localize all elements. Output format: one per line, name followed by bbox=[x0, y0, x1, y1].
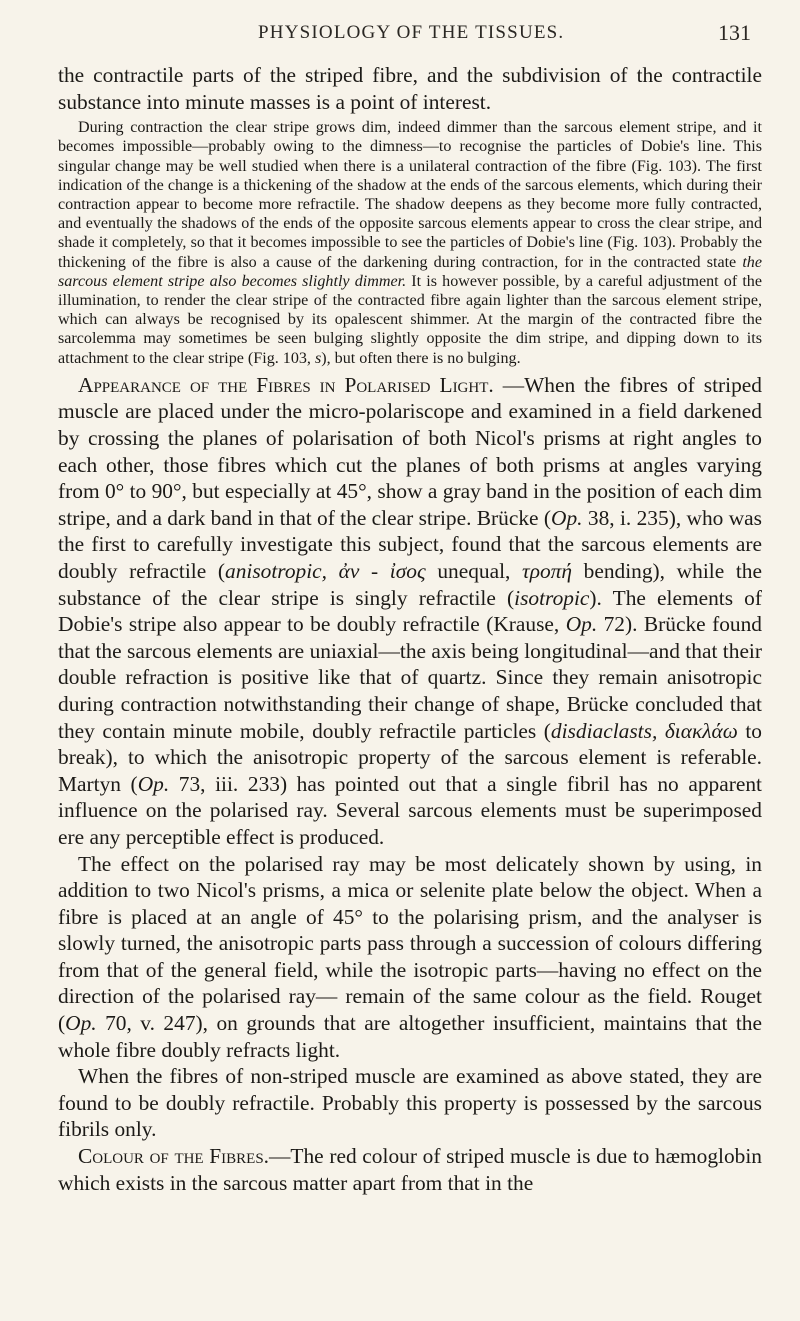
paragraph-contraction: During contraction the clear stripe grows dim, indeed dimmer than the sarcous element stripe, and it becomes impossible—probably owing to the dimness—to recognise the particles of Dobie's line. This singular change may be well studied when there is a unilateral contraction of the fibre (Fig. 103). The first indication of the change is a thickening of the shadow at the ends of the sarcous elements, which during their contraction appear to become more refractile. The shadow deepens as they become more fully contracted, and eventually the shadows of the ends of the opposite sarcous elements appear to cross the clear stripe, and shade it completely, so that it becomes impossible to see the particles of Dobie's line (Fig. 103). Probably the thickening of the fibre is also a cause of the darkening during contraction, for in the contracted state the sarcous element stripe also becomes slightly dimmer. It is however possible, by a careful adjustment of the illumination, to render the clear stripe of the contracted fibre again lighter than the sarcous element stripe, which can always be recognised by its opalescent shimmer. At the margin of the contracted fibre the sarcolemma may sometimes be seen bulging slightly opposite the dim stripe, and dipping down to its attachment to the clear stripe (Fig. 103, s), but often there is no bulging. bbox=[58, 119, 762, 367]
italic-phrase: the sarcous element stripe also becomes slightly dimmer. bbox=[58, 253, 762, 290]
page-number: 131 bbox=[718, 20, 751, 45]
running-head: PHYSIOLOGY OF THE TISSUES. bbox=[258, 22, 565, 43]
paragraph-continuation: the contractile parts of the striped fibre, and the subdivision of the contractile substance into minute masses is a point of interest. bbox=[58, 63, 762, 114]
section-heading-polarised-light: Appearance of the Fibres in Polarised Light. bbox=[78, 372, 494, 397]
page-header bbox=[0, 22, 800, 52]
page-body bbox=[58, 62, 762, 1196]
paragraph-colour: Colour of the Fibres.—The red colour of striped muscle is due to hæmoglobin which exists in the sarcous matter apart from that in the bbox=[58, 1144, 762, 1195]
paragraph-polarised-light: Appearance of the Fibres in Polarised Light. —When the fibres of striped muscle are placed under the micro-polariscope and examined in a field darkened by crossing the planes of polarisation of both Nicol's prisms at right angles to each other, those fibres which cut the planes of both prisms at angles varying from 0° to 90°, but especially at 45°, show a gray band in the position of each dim stripe, and a dark band in that of the clear stripe. Brücke (Op. 38, i. 235), who was the first to carefully investigate this subject, found that the sarcous elements are doubly refractile (anisotropic, ἀν - ἰσος unequal, τροπή bending), while the substance of the clear stripe is singly refractile (isotropic). The elements of Dobie's stripe also appear to be doubly refractile (Krause, Op. 72). Brücke found that the sarcous elements are uniaxial—the axis being longitudinal—and that their double refraction is positive like that of quartz. Since they remain anisotropic during contraction notwithstanding their change of shape, Brücke concluded that they contain minute mobile, doubly refractile particles (disdiaclasts, διακλάω to break), to which the anisotropic property of the sarcous element is referable. Martyn (Op. 73, iii. 233) has pointed out that a single fibril has no apparent influence on the polarised ray. Several sarcous elements must be superimposed ere any perceptible effect is produced. bbox=[58, 372, 762, 849]
paragraph-selenite-plate: The effect on the polarised ray may be most delicately shown by using, in addition to two Nicol's prisms, a mica or selenite plate below the object. When a fibre is placed at an angle of 45° to the polarising prism, and the analyser is slowly turned, the anisotropic parts pass through a succession of colours differing from that of the general field, while the isotropic parts—having no effect on the direction of the polarised ray— remain of the same colour as the field. Rouget (Op. 70, v. 247), on grounds that are altogether insufficient, maintains that the whole fibre doubly refracts light. bbox=[58, 851, 762, 1062]
section-heading-colour: Colour of the Fibres. bbox=[78, 1144, 270, 1169]
paragraph-non-striped: When the fibres of non-striped muscle are examined as above stated, they are found to be doubly refractile. Probably this property is possessed by the sarcous fibrils only. bbox=[58, 1064, 762, 1142]
